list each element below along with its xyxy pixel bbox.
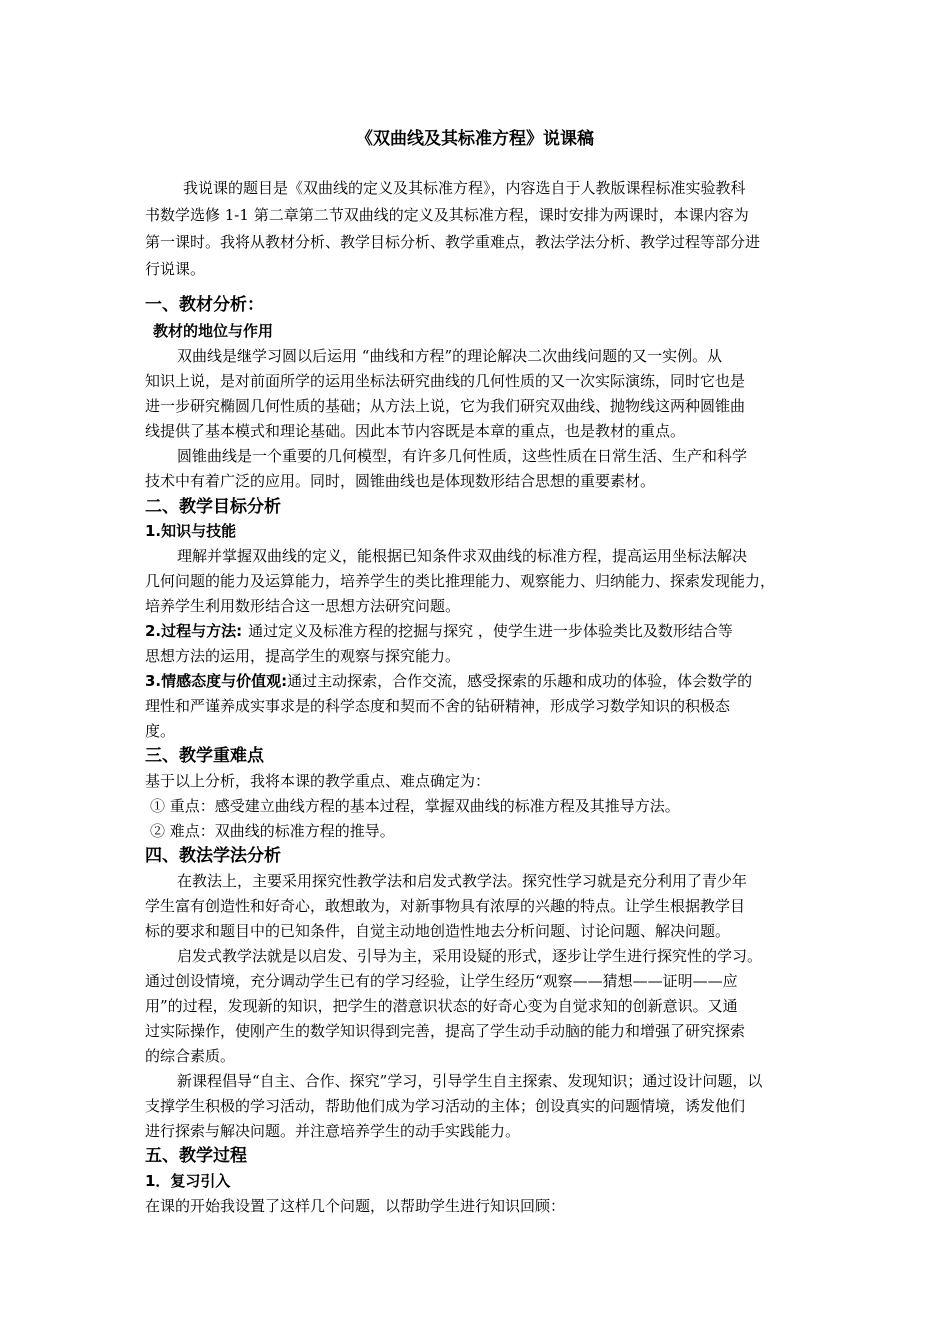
paragraph-line: 技术中有着广泛的应用。同时，圆锥曲线也是体现数形结合思想的重要素材。 <box>145 472 656 490</box>
paragraph-line: 度。 <box>145 722 176 740</box>
intro-line: 行说课。 <box>145 260 206 278</box>
inline-text: 通过主动探索，合作交流，感受探索的乐趣和成功的体验，体会数学的 <box>287 672 753 690</box>
subsection-heading: 教材的地位与作用 <box>153 322 274 340</box>
paragraph-line: 进行探索与解决问题。并注意培养学生的动手实践能力。 <box>145 1122 521 1140</box>
paragraph-line: 双曲线是继学习圆以后运用 “曲线和方程”的理论解决二次曲线问题的又一实例。从 <box>177 347 723 365</box>
inline-label: 2.过程与方法: <box>145 622 243 640</box>
paragraph-line: 用”的过程，发现新的知识，把学生的潜意识状态的好奇心变为自觉求知的创新意识。又通 <box>145 997 738 1015</box>
paragraph-line: 的综合素质。 <box>145 1047 236 1065</box>
list-item: ① 重点：感受建立曲线方程的基本过程，掌握双曲线的标准方程及其推导方法。 <box>150 797 680 815</box>
paragraph-line: 通过创设情境，充分调动学生已有的学习经验，让学生经历“观察——猜想——证明——应 <box>145 972 738 990</box>
paragraph-line: 启发式教学法就是以启发、引导为主，采用设疑的形式，逐步让学生进行探究性的学习。 <box>177 947 763 965</box>
inline-label: 3.情感态度与价值观: <box>145 672 288 690</box>
paragraph-line: 过实际操作，使刚产生的数学知识得到完善，提高了学生动手动脑的能力和增强了研究探索 <box>145 1022 746 1040</box>
inline-text: 通过定义及标准方程的挖掘与探究 ，使学生进一步体验类比及数形结合等 <box>248 622 733 640</box>
paragraph-line: 理性和严谨养成实事求是的科学态度和契而不舍的钻研精神，形成学习数学知识的积极态 <box>145 697 731 715</box>
intro-line: 书数学选修 1-1 第二章第二节双曲线的定义及其标准方程，课时安排为两课时，本课内容为 <box>145 206 749 224</box>
paragraph-line: 理解并掌握双曲线的定义，能根据已知条件求双曲线的标准方程，提高运用坐标法解决 <box>177 547 748 565</box>
paragraph-line: 培养学生利用数形结合这一思想方法研究问题。 <box>145 597 461 615</box>
paragraph-line: 几何问题的能力及运算能力，培养学生的类比推理能力、观察能力、归纳能力、探索发现能力， <box>145 572 776 590</box>
section-heading: 二、教学目标分析 <box>145 497 281 517</box>
paragraph-line: 学生富有创造性和好奇心，敢想敢为，对新事物具有浓厚的兴趣的特点。让学生根据教学目 <box>145 897 746 915</box>
section-heading: 五、教学过程 <box>145 1146 247 1166</box>
paragraph-line: 基于以上分析，我将本课的教学重点、难点确定为： <box>145 772 491 790</box>
paragraph-line: 标的要求和题目中的已知条件，自觉主动地创造性地去分析问题、讨论问题、解决问题。 <box>145 922 731 940</box>
paragraph-line: 知识上说，是对前面所学的运用坐标法研究曲线的几何性质的又一次实际演练，同时它也是 <box>145 372 746 390</box>
section-heading: 一、教材分析： <box>145 295 264 315</box>
paragraph-line: 进一步研究椭圆几何性质的基础；从方法上说，它为我们研究双曲线、抛物线这两种圆锥曲 <box>145 397 746 415</box>
subsection-heading: 1.知识与技能 <box>145 522 237 540</box>
paragraph-line: 在课的开始我设置了这样几个问题，以帮助学生进行知识回顾： <box>145 1197 566 1215</box>
paragraph-line: 支撑学生积极的学习活动，帮助他们成为学习活动的主体；创设真实的问题情境，诱发他们 <box>145 1097 746 1115</box>
paragraph-line: 线提供了基本模式和理论基础。因此本节内容既是本章的重点，也是教材的重点。 <box>145 422 686 440</box>
intro-line: 第一课时。我将从教材分析、教学目标分析、教学重难点，教法学法分析、教学过程等部分进 <box>145 233 761 251</box>
subsection-heading: 1．复习引入 <box>145 1172 231 1190</box>
paragraph-line <box>145 621 733 641</box>
paragraph-line: 新课程倡导“自主、合作、探究”学习，引导学生自主探索、发现知识；通过设计问题，以 <box>177 1072 763 1090</box>
paragraph-line: 思想方法的运用，提高学生的观察与探究能力。 <box>145 647 461 665</box>
paragraph-line: 圆锥曲线是一个重要的几何模型，有许多几何性质，这些性质在日常生活、生产和科学 <box>177 447 748 465</box>
paragraph-line: 在教法上，主要采用探究性教学法和启发式教学法。探究性学习就是充分利用了青少年 <box>177 872 748 890</box>
list-item: ② 难点：双曲线的标准方程的推导。 <box>150 822 395 840</box>
intro-line: 我说课的题目是《双曲线的定义及其标准方程》，内容选自于人教版课程标准实验教科 <box>183 179 746 197</box>
section-heading: 三、教学重难点 <box>145 746 264 766</box>
section-heading: 四、教法学法分析 <box>145 846 281 866</box>
paragraph-line <box>145 671 752 691</box>
document-title: 《双曲线及其标准方程》说课稿 <box>356 129 594 149</box>
